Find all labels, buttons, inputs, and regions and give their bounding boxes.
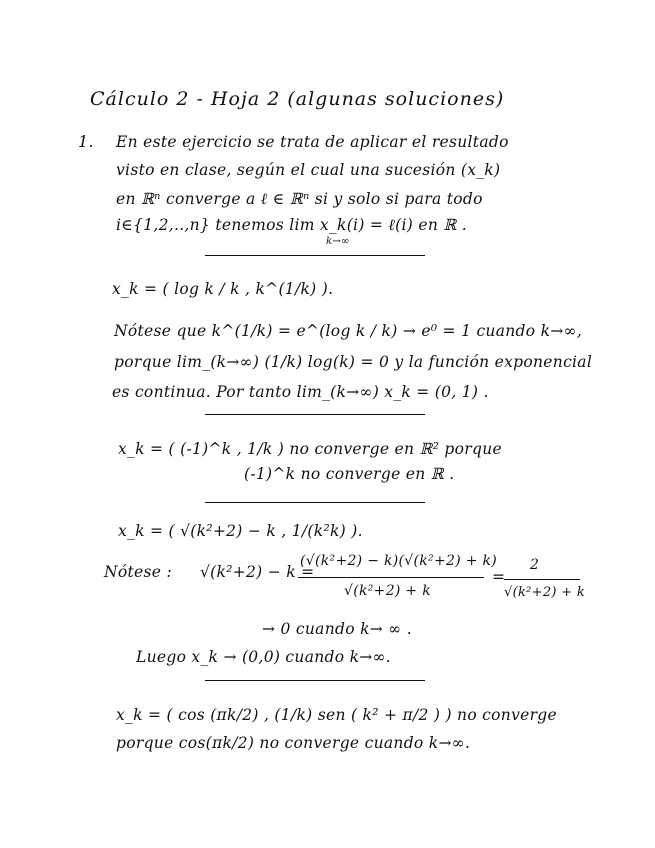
part-c-equals: = bbox=[492, 568, 506, 586]
part-c-fraction-numerator: (√(k²+2) − k)(√(k²+2) + k) bbox=[300, 553, 498, 569]
part-b-definition: x_k = ( (-1)^k , 1/k ) no converge en ℝ² porque bbox=[118, 440, 502, 458]
part-a-definition: x_k = ( log k / k , k^(1/k) ). bbox=[112, 280, 334, 298]
part-c-fraction2-denominator: √(k²+2) + k bbox=[504, 585, 586, 600]
problem-number: 1. bbox=[78, 132, 94, 151]
part-c-expr-left: √(k²+2) − k = bbox=[200, 563, 315, 581]
part-a-line-3: es continua. Por tanto lim_(k→∞) x_k = (0, 1) . bbox=[112, 383, 489, 401]
intro-line-4: i∈{1,2,..,n} tenemos lim x_k(i) = ℓ(i) en ℝ . bbox=[116, 216, 467, 234]
part-c-tends: → 0 cuando k→ ∞ . bbox=[262, 620, 412, 638]
part-c-fraction-bar bbox=[298, 577, 484, 578]
separator-1 bbox=[205, 255, 425, 256]
separator-2 bbox=[205, 414, 425, 415]
part-b-line-1: (-1)^k no converge en ℝ . bbox=[244, 465, 455, 483]
separator-3 bbox=[205, 502, 425, 503]
part-c-definition: x_k = ( √(k²+2) − k , 1/(k²k) ). bbox=[118, 522, 363, 540]
intro-lim-subscript: k→∞ bbox=[326, 236, 350, 247]
part-c-fraction-denominator: √(k²+2) + k bbox=[344, 583, 431, 599]
part-c-fraction2-numerator: 2 bbox=[530, 557, 540, 573]
intro-line-2: visto en clase, según el cual una sucesión (x_k) bbox=[116, 161, 501, 179]
part-d-definition: x_k = ( cos (πk/2) , (1/k) sen ( k² + π/2 ) ) no converge bbox=[116, 706, 558, 724]
intro-line-3: en ℝⁿ converge a ℓ ∈ ℝⁿ si y solo si para todo bbox=[116, 190, 483, 208]
page-title: Cálculo 2 - Hoja 2 (algunas soluciones) bbox=[90, 88, 505, 110]
part-c-fraction2-bar bbox=[504, 579, 580, 580]
part-d-line-1: porque cos(πk/2) no converge cuando k→∞. bbox=[116, 734, 471, 752]
part-a-line-1: Nótese que k^(1/k) = e^(log k / k) → e⁰ = 1 cuando k→∞, bbox=[114, 322, 583, 340]
part-a-line-2: porque lim_(k→∞) (1/k) log(k) = 0 y la función exponencial bbox=[114, 353, 593, 371]
intro-line-1: En este ejercicio se trata de aplicar el resultado bbox=[116, 133, 509, 151]
separator-4 bbox=[205, 680, 425, 681]
part-c-conclusion: Luego x_k → (0,0) cuando k→∞. bbox=[136, 648, 392, 666]
part-c-notese-label: Nótese : bbox=[104, 563, 172, 581]
